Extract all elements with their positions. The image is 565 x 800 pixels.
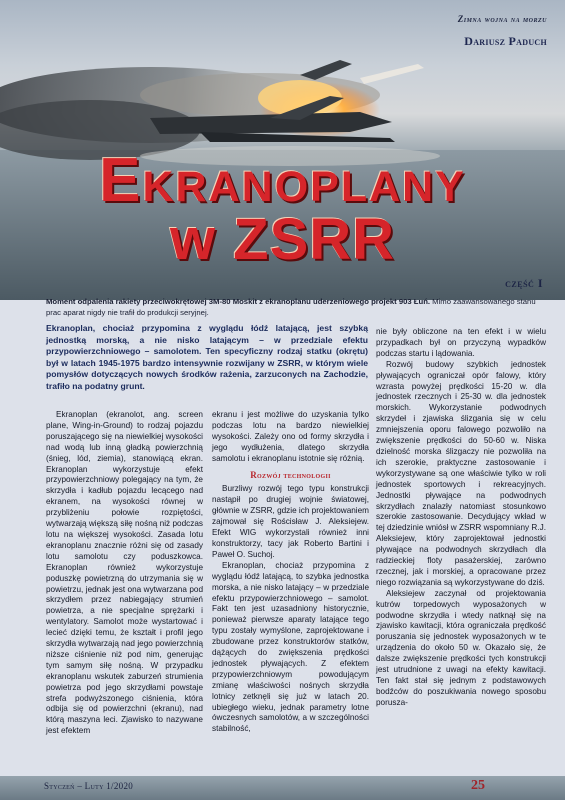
caption-bold: Moment odpalenia rakiety przeciwokrętowej 3M-80 Moskit z ekranoplanu uderzeniowego projekt 903 Łuń. xyxy=(46,297,431,306)
page-footer xyxy=(0,776,565,800)
article-lead: Ekranoplan, chociaż przypomina z wyglądu łódź latającą, jest szybką jednostką morską, a nie nisko latającym – w przedziale efektu przypowierzchniowego – samolotem. Ten specyficzny rodzaj statku (okrętu) był w latach 1945-1975 bardzo intensywnie rozwijany w ZSRR, w którym wiele pomysłów dotyczących nowych środków rażenia, zarzuconych na Zachodzie, trafiło na podatny grunt. xyxy=(46,323,368,391)
caption-rest: Mimo zaawansowanego stanu prac aparat nigdy nie trafił do produkcji seryjnej. xyxy=(46,297,536,317)
paragraph: Ekranoplan, chociaż przypomina z wyglądu łódź latającą, to szybka jednostka morska, a nie nisko latający – w przedziale efektu przypowierzchniowego – samolot. Fakt ten jest uzasadniony historycznie, ponieważ pierwsze aparaty latające tego typu zostały wymyślone, zaprojektowane i zbudowane przez konstruktorów statków, dążących do zwiększenia prędkości jednostek pływających. Z efektem przypowierzchniowym powodującym zmianę właściwości nośnych skrzydła lotnicy zetknęli się już w latach 20. ubiegłego wieku, jednak parametry lotne ówczesnych samolotów, a w szczególności stabilność, xyxy=(212,560,369,734)
text-column-2 xyxy=(212,410,369,735)
missile xyxy=(360,64,424,84)
paragraph: Ekranoplan (ekranolot, ang. screen plane, Wing-in-Ground) to rodzaj pojazdu poruszającego się na niewielkiej wysokości nad wodą lub inną gładką powierzchnią (śnieg, lód, ziemia), stanowiącą ekran. Ekranoplan wykorzystuje efekt przypowierzchniowy polegający na tym, że skrzydła i kadłub pojazdu lecącego nad ekranem, na wysokości równej w przybliżeniu połowie rozpiętości, wytwarzają większą siłę nośną niż podczas lotu na większej wysokości. Zasada lotu ekranoplanu znacznie różni się od zasady lotu samolotu czy poduszkowca. Ekranoplan również wykorzystuje poduszkę powietrzną do utrzymania się w powietrzu, jednak jest ona wytwarzana pod skrzydłem przez nabiegający strumień powietrza, a nie specjalne sprężarki i wentylatory. Samolot może wystartować i lecieć dzięki temu, że kształt i profil jego skrzydła wytwarzają nad jego powierzchnią niższe ciśnienie niż pod nim, generując tym samym siłę nośną. W przypadku ekranoplanu wskutek zaburzeń strumienia powietrza pod jego skrzydłami powstaje strefa podwyższonego ciśnienia, która odbija się od powierzchni (ekranu), nad którą maszyna leci. Zjawisko to nazywane jest efektem xyxy=(46,410,203,736)
section-subheading: Rozwój technologii xyxy=(250,469,331,480)
author-name: Dariusz Paduch xyxy=(464,34,547,48)
article-title-line1: Ekranoplany xyxy=(99,146,466,215)
text-column-3 xyxy=(376,327,546,709)
paragraph: Rozwój budowy szybkich jednostek pływających ograniczał opór falowy, który wzrasta powyżej prędkości 15-20 w. dla jednostek rzecznych i 25-30 w. dla jednostek morskich. Wykorzystanie podwodnych skrzydeł i zjawiska ślizgania się w celu zmniejszenia oporu falowego pozwoliło na zwiększenie prędkości do 50-60 w. Niska dzielność morska ślizgaczy nie pozwoliła na ich szerokie, praktyczne zastosowanie i wykorzystywane są one właściwie tylko w roli jednostek sportowych i rekreacyjnych. Jednostki pływające na podwodnych skrzydłach znalazły natomiast stosunkowo szerokie zastosowanie. Decydujący wkład w tej dziedzinie wniósł w ZSRR wspomniany R.J. Aleksiejew, który zaprojektował jednostki pływające na podwodnych skrzydłach dla radzieckiej floty pasażerskiej, zarówno rzecznej, jak i morskiej, a opracowane przez niego rozwiązania są wykorzystywane do dziś. xyxy=(376,359,546,587)
part-label: część I xyxy=(505,276,543,290)
text-column-1 xyxy=(46,410,203,737)
section-tag: Zimna wojna na morzu xyxy=(457,14,547,24)
paragraph: Aleksiejew zaczynał od projektowania kutrów torpedowych wyposażonych w podwodne skrzydła i wtedy natknął się na zjawisko kawitacji, która ograniczała prędkość poruszania się jednostek wyposażonych w te urządzenia do około 50 w. Okazało się, że dalsze zwiększenie prędkości tych konstrukcji jest utrudnione z uwagi na efekty kawitacji. Ten fakt stał się jednym z podstawowych bodźców do poszukiwania nowego sposobu porusza- xyxy=(376,588,546,707)
page-number: 25 xyxy=(471,778,485,793)
article-title-line2: w ZSRR xyxy=(169,207,396,272)
paragraph: ekranu i jest możliwe do uzyskania tylko podczas lotu na bardzo niewielkiej wysokości. Zależy ono od formy skrzydła i jego wydłużenia, dlatego skrzydła samolotu i ekranoplanu istotnie się różnią. xyxy=(212,410,369,463)
photo-caption xyxy=(46,297,546,318)
issue-date: Styczeń – Luty 1/2020 xyxy=(44,781,134,791)
paragraph: nie były obliczone na ten efekt i w wielu przypadkach był on przyczyną wypadków podczas startu i lądowania. xyxy=(376,327,546,358)
paragraph: Burzliwy rozwój tego typu konstrukcji nastąpił po drugiej wojnie światowej, głównie w ZSRR, gdzie ich projektowaniem zajmował się Rościsław J. Aleksiejew. Efekt WIG wykorzystali również inni konstruktorzy, tacy jak Roberto Bartini i Paweł O. Suchoj. xyxy=(212,484,369,559)
